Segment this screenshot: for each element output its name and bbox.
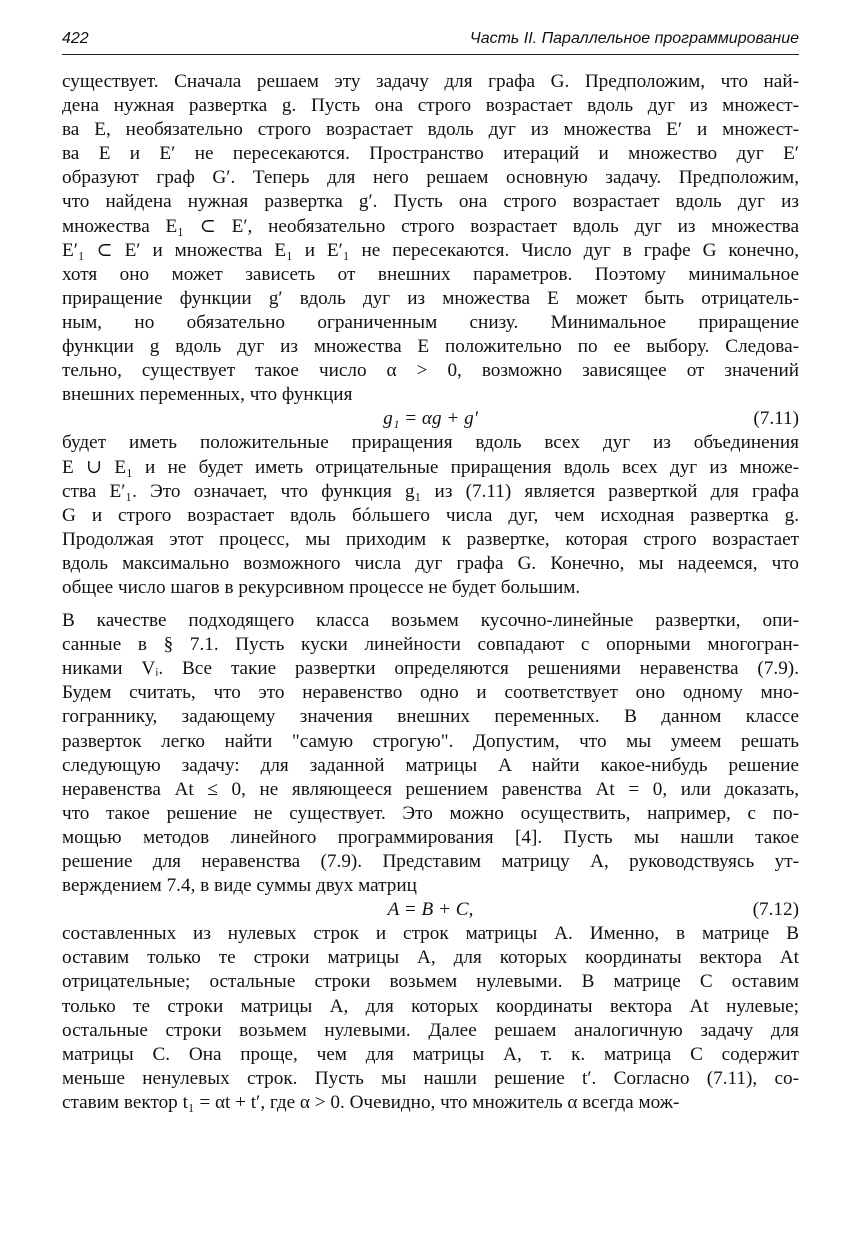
text-line: существует. Сначала решаем эту задачу для графа G. Предположим, что най- [62, 71, 799, 92]
text-line: приращение функции g′ вдоль дуг из множества E может быть отрицатель- [62, 287, 799, 309]
text-line: решение для неравенства (7.9). Представим матрицу A, руководствуясь ут- [62, 851, 799, 872]
equation-formula: g₁ = αg + g′ [383, 408, 478, 430]
text-line: гограннику, задающему значения внешних переменных. В данном классе [62, 706, 799, 728]
text-line: будет иметь положительные приращения вдоль всех дуг из объединения [62, 432, 799, 454]
text-line: оставим только те строки матрицы A, для которых координаты вектора At [62, 947, 799, 969]
text-line: общее число шагов в рекурсивном процессе не будет большим. [62, 576, 581, 598]
text-line: неравенства At ≤ 0, не являющееся решением равенства At = 0, или доказать, [62, 778, 799, 800]
running-header [62, 24, 799, 55]
paragraph [62, 431, 799, 600]
text-line: хотя оно может зависеть от внешних параметров. Поэтому минимальное [62, 263, 799, 285]
paragraph-gap [62, 600, 799, 609]
running-title: Часть II. Параллельное программирование [469, 30, 799, 47]
paragraph [62, 70, 799, 407]
text-line: функции g вдоль дуг из множества E положительно по ее выбору. Следова- [62, 336, 799, 358]
text-line: ства E′₁. Это означает, что функция g₁ из (7.11) является разверткой для графа [62, 480, 799, 502]
text-line: E ∪ E₁ и не будет иметь отрицательные приращения вдоль всех дуг из множе- [62, 456, 799, 478]
text-line: ва E и E′ не пересекаются. Пространство итераций и множество дуг E′ [62, 143, 799, 165]
text-line: тельно, существует такое число α > 0, возможно зависящее от значений [62, 360, 799, 382]
text-line: внешних переменных, что функция [62, 384, 353, 406]
page-body [62, 70, 799, 1115]
text-line: отрицательные; остальные строки возьмем нулевыми. В матрице C оставим [62, 971, 799, 993]
equation-number: (7.12) [752, 899, 799, 921]
equation-formula: A = B + C, [387, 899, 474, 921]
text-line: что такое решение не существует. Это можно осуществить, например, с по- [62, 802, 799, 824]
text-line: следующую задачу: для заданной матрицы A найти какое-нибудь решение [62, 754, 799, 776]
text-line: В качестве подходящего класса возьмем кусочно-линейные развертки, опи- [62, 610, 799, 632]
text-line: санные в § 7.1. Пусть куски линейности совпадают с опорными многогран- [62, 634, 799, 656]
paragraph [62, 609, 799, 898]
paragraph [62, 922, 799, 1115]
equation-number: (7.11) [753, 408, 799, 430]
text-line: вдоль максимально возможного числа дуг графа G. Конечно, мы надеемся, что [62, 552, 799, 574]
text-line: никами Vᵢ. Все такие развертки определяются решениями неравенства (7.9). [62, 658, 799, 680]
text-line: Будем считать, что это неравенство одно и соответствует оно одному мно- [62, 682, 799, 704]
text-line: что найдена нужная развертка g′. Пусть она строго возрастает вдоль дуг из [62, 191, 799, 213]
text-line: меньше ненулевых строк. Пусть мы нашли решение t′. Согласно (7.11), со- [62, 1067, 799, 1089]
text-line: ставим вектор t₁ = αt + t′, где α > 0. Очевидно, что множитель α всегда мож- [62, 1091, 680, 1113]
text-line: составленных из нулевых строк и строк матрицы A. Именно, в матрице B [62, 923, 799, 945]
text-line: ным, но обязательно ограниченным снизу. Минимальное приращение [62, 311, 799, 333]
text-line: множества E₁ ⊂ E′, необязательно строго возрастает вдоль дуг из множества [62, 215, 799, 237]
page-number: 422 [62, 30, 89, 47]
equation [62, 898, 799, 922]
text-line: только те строки матрицы A, для которых координаты вектора At нулевые; [62, 995, 799, 1017]
text-line: E′₁ ⊂ E′ и множества E₁ и E′₁ не пересекаются. Число дуг в графе G конечно, [62, 239, 799, 261]
text-line: мощью методов линейного программирования [4]. Пусть мы нашли такое [62, 826, 799, 848]
equation [62, 407, 799, 431]
text-line: дена нужная развертка g. Пусть она строго возрастает вдоль дуг из множест- [62, 95, 799, 117]
text-line: верждением 7.4, в виде суммы двух матриц [62, 875, 417, 897]
text-line: ва E, необязательно строго возрастает вдоль дуг из множества E′ и множест- [62, 119, 799, 141]
text-line: Продолжая этот процесс, мы приходим к развертке, которая строго возрастает [62, 528, 799, 550]
text-line: остальные строки возьмем нулевыми. Далее решаем аналогичную задачу для [62, 1019, 799, 1041]
text-line: G и строго возрастает вдоль бóльшего числа дуг, чем исходная развертка g. [62, 504, 799, 526]
text-line: разверток легко найти "самую строгую". Допустим, что мы умеем решать [62, 730, 799, 752]
text-line: образуют граф G′. Теперь для него решаем основную задачу. Предположим, [62, 167, 799, 189]
text-line: матрицы C. Она проще, чем для матрицы A, т. к. матрица C содержит [62, 1043, 799, 1065]
